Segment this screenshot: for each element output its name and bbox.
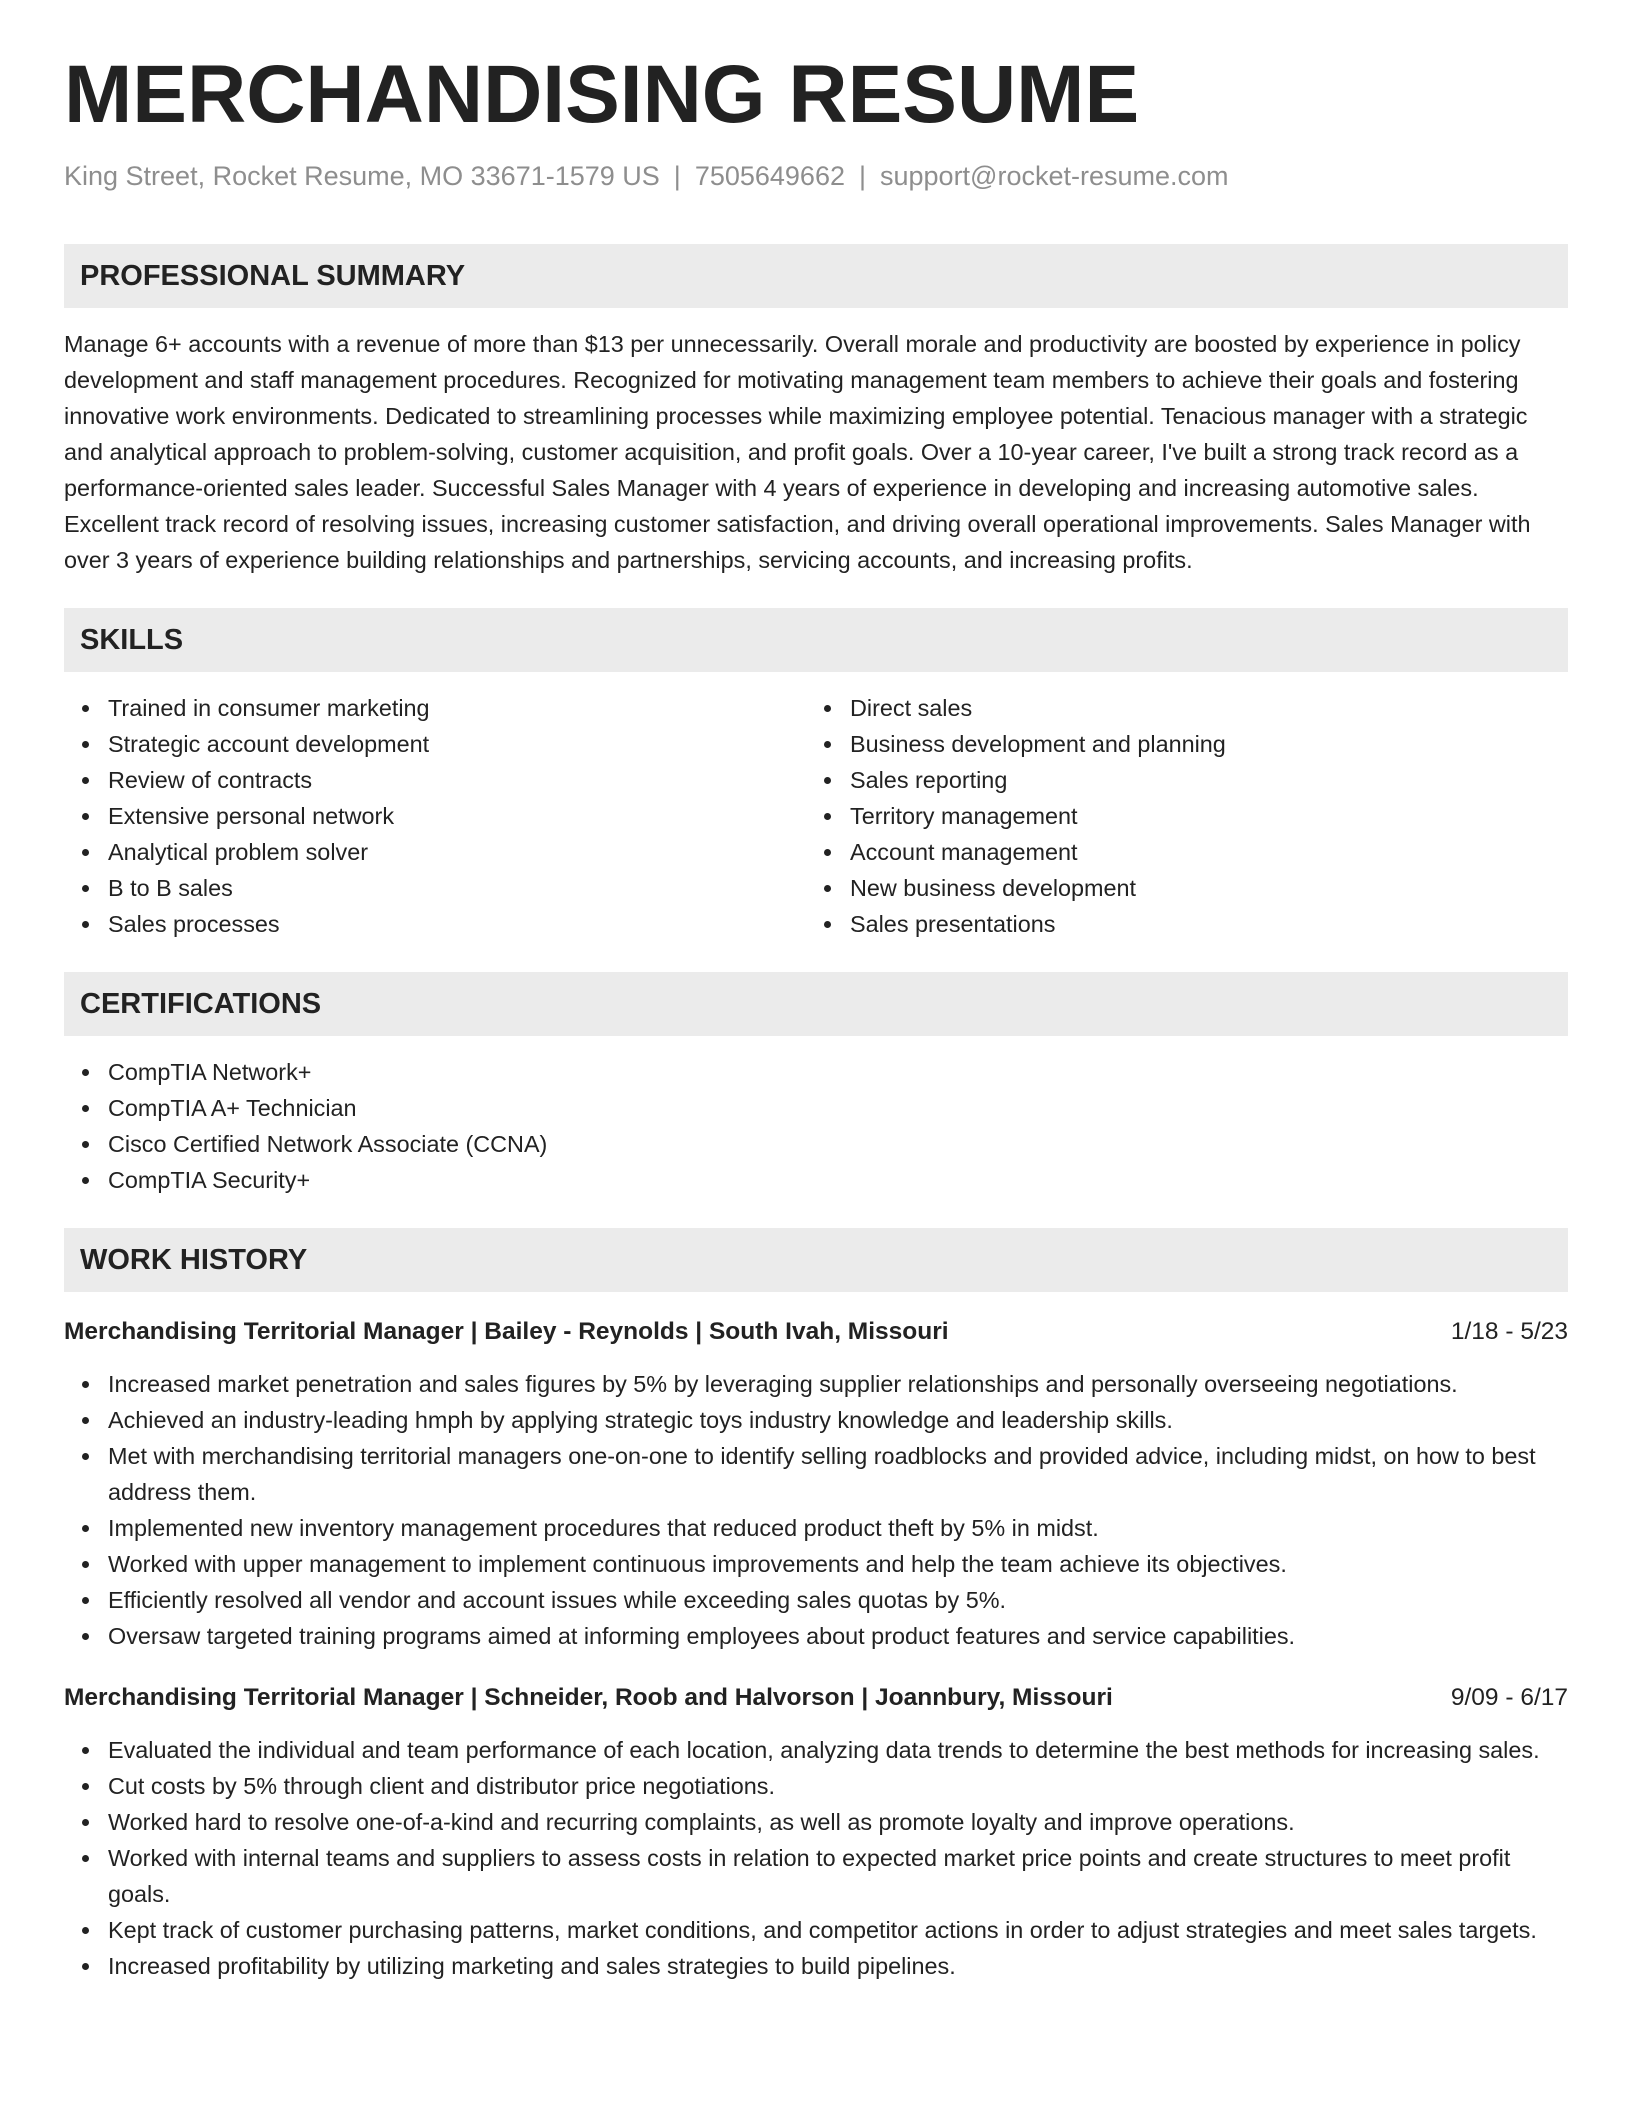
job-bullet: Worked hard to resolve one-of-a-kind and recurring complaints, as well as promote loyalty and improve operations. (108, 1804, 1568, 1840)
certifications-section-header: CERTIFICATIONS (64, 972, 1568, 1036)
job-bullet: Efficiently resolved all vendor and account issues while exceeding sales quotas by 5%. (108, 1582, 1568, 1618)
job-bullets (64, 1366, 1568, 1654)
skill-item: Direct sales (850, 690, 1548, 726)
resume-title: MERCHANDISING RESUME (64, 49, 1140, 140)
contact-email: support@rocket-resume.com (880, 161, 1229, 192)
certifications-list (64, 1054, 1568, 1198)
job-bullets (64, 1732, 1568, 1984)
contact-line (64, 160, 1568, 192)
contact-phone: 7505649662 (694, 161, 845, 192)
skill-item: Sales processes (108, 906, 806, 942)
skill-item: Account management (850, 834, 1548, 870)
contact-separator: | (673, 161, 681, 192)
contact-separator: | (858, 161, 866, 192)
job-dates: 9/09 - 6/17 (1450, 1684, 1568, 1712)
job-bullet: Increased profitability by utilizing marketing and sales strategies to build pipelines. (108, 1948, 1568, 1984)
job-bullet: Kept track of customer purchasing patterns, market conditions, and competitor actions in order to adjust strategies and meet sales targets. (108, 1912, 1568, 1948)
job-title: Merchandising Territorial Manager | Bailey - Reynolds | South Ivah, Missouri (64, 1318, 949, 1346)
work-history-section-header: WORK HISTORY (64, 1228, 1568, 1292)
skills-column-left (64, 690, 806, 942)
job-bullet: Met with merchandising territorial managers one-on-one to identify selling roadblocks and provided advice, including midst, on how to best address them. (108, 1438, 1568, 1510)
job-bullet: Achieved an industry-leading hmph by applying strategic toys industry knowledge and leadership skills. (108, 1402, 1568, 1438)
skill-item: Review of contracts (108, 762, 806, 798)
job-bullet: Oversaw targeted training programs aimed at informing employees about product features and service capabilities. (108, 1618, 1568, 1654)
summary-text: Manage 6+ accounts with a revenue of more than $13 per unnecessarily. Overall morale and productivity are boosted by experience in policy development and staff management procedures. Recognized for motivating management team members to achieve their goals and fostering innovative work environments. Dedicated to streamlining processes while maximizing employee potential. Tenacious manager with a strategic and analytical approach to problem-solving, customer acquisition, and profit goals. Over a 10-year career, I've built a strong track record as a performance-oriented sales leader. Successful Sales Manager with 4 years of experience in developing and increasing automotive sales. Excellent track record of resolving issues, increasing customer satisfaction, and driving overall operational improvements. Sales Manager with over 3 years of experience building relationships and partnerships, servicing accounts, and increasing profits. (64, 331, 1531, 574)
skills-list-right (806, 690, 1548, 942)
job-entry (64, 1680, 1568, 1984)
certification-item: CompTIA Security+ (108, 1162, 1568, 1198)
summary-section-header: PROFESSIONAL SUMMARY (64, 244, 1568, 308)
job-dates: 1/18 - 5/23 (1450, 1318, 1568, 1346)
job-bullet: Increased market penetration and sales figures by 5% by leveraging supplier relationships and personally overseeing negotiations. (108, 1366, 1568, 1402)
certification-item: CompTIA A+ Technician (108, 1090, 1568, 1126)
job-title-row (64, 1680, 1568, 1716)
job-bullet: Evaluated the individual and team performance of each location, analyzing data trends to determine the best methods for increasing sales. (108, 1732, 1568, 1768)
job-bullet: Worked with internal teams and suppliers to assess costs in relation to expected market price points and create structures to meet profit goals. (108, 1840, 1568, 1912)
skill-item: Territory management (850, 798, 1548, 834)
job-entry (64, 1314, 1568, 1654)
contact-address: King Street, Rocket Resume, MO 33671-1579 US (64, 161, 660, 192)
skills-grid (64, 690, 1568, 942)
skill-item: Business development and planning (850, 726, 1548, 762)
job-title: Merchandising Territorial Manager | Schneider, Roob and Halvorson | Joannbury, Missouri (64, 1684, 1113, 1712)
skills-column-right (806, 690, 1548, 942)
skill-item: Sales reporting (850, 762, 1548, 798)
skills-list-left (64, 690, 806, 942)
job-bullet: Cut costs by 5% through client and distributor price negotiations. (108, 1768, 1568, 1804)
skill-item: Extensive personal network (108, 798, 806, 834)
skill-item: Sales presentations (850, 906, 1548, 942)
skill-item: B to B sales (108, 870, 806, 906)
skill-item: Strategic account development (108, 726, 806, 762)
job-bullet: Implemented new inventory management procedures that reduced product theft by 5% in midst. (108, 1510, 1568, 1546)
skill-item: New business development (850, 870, 1548, 906)
skill-item: Trained in consumer marketing (108, 690, 806, 726)
job-bullet: Worked with upper management to implement continuous improvements and help the team achieve its objectives. (108, 1546, 1568, 1582)
job-title-row (64, 1314, 1568, 1350)
skill-item: Analytical problem solver (108, 834, 806, 870)
certification-item: CompTIA Network+ (108, 1054, 1568, 1090)
certification-item: Cisco Certified Network Associate (CCNA) (108, 1126, 1568, 1162)
skills-section-header: SKILLS (64, 608, 1568, 672)
